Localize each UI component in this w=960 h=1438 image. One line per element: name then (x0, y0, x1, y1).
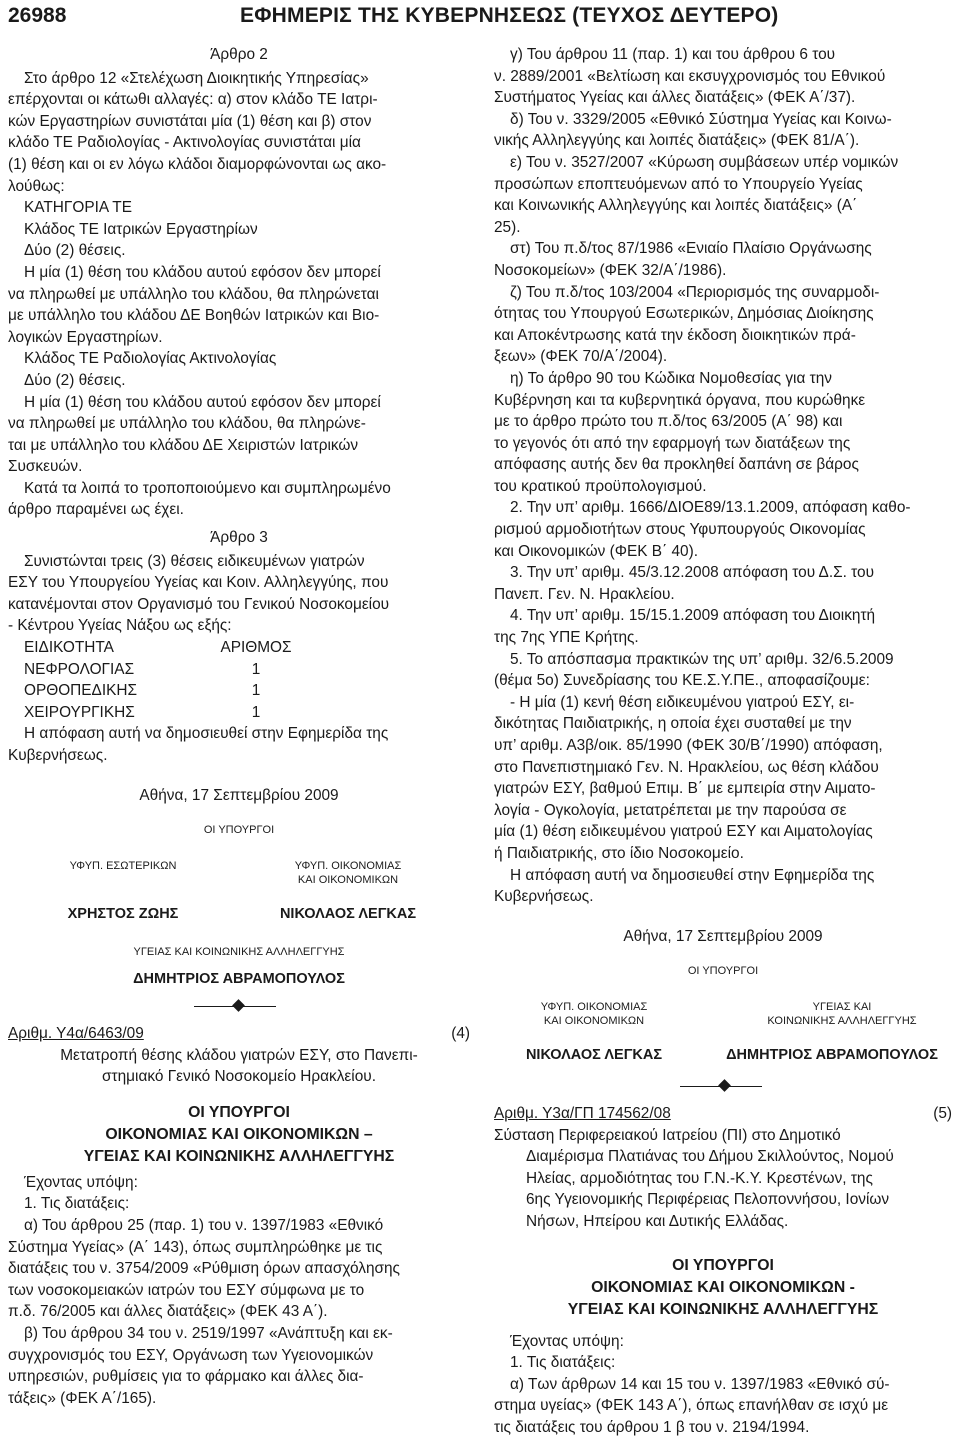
signature-date: Αθήνα, 17 Σεπτεμβρίου 2009 (139, 786, 339, 804)
section-divider (8, 997, 470, 1017)
text-line: η) Το άρθρο 90 του Κώδικα Νομοθεσίας για την (510, 369, 832, 387)
signature-ministers: ΟΙ ΥΠΟΥΡΓΟΙ (687, 965, 759, 978)
text-line: του κρατικού προϋπολογισμού. (494, 477, 707, 495)
right-column (494, 44, 952, 1438)
text-line: επέρχονται οι κάτωθι αλλαγές: α) στον κλάδο ΤΕ Ιατρι- (8, 91, 378, 109)
branch-2-positions: Δύο (2) θέσεις. (24, 371, 126, 389)
signature-role: ΚΟΙΝΩΝΙΚΗΣ ΑΛΛΗΛΕΓΓΥΗΣ (767, 1014, 917, 1027)
decision-header (8, 1023, 470, 1045)
text-line: Σύστημα Υγείας» (Α΄ 143), όπως συμπληρώθηκε με τις (8, 1238, 383, 1256)
text-line: δ) Του ν. 3329/2005 «Εθνικό Σύστημα Υγείας και Κοινω- (510, 110, 892, 128)
table-cell: ΧΕΙΡΟΥΡΓΙΚΗΣ (24, 703, 135, 721)
table-row (24, 702, 470, 724)
table-header-cell: ΑΡΙΘΜΟΣ (220, 639, 292, 657)
text-line: δικότητας Παιδιατρικής, η οποία έχει συσταθεί με την (494, 715, 852, 733)
heading-line: ΥΓΕΙΑΣ ΚΑΙ ΚΟΙΝΩΝΙΚΗΣ ΑΛΛΗΛΕΓΓΥΗΣ (83, 1147, 395, 1165)
signature-role: ΚΑΙ ΟΙΚΟΝΟΜΙΚΩΝ (543, 1014, 645, 1027)
text-line: κατανέμονται στον Οργανισμό του Γενικού Νοσοκομείου (8, 595, 390, 613)
page-header (8, 4, 952, 34)
heading-line: ΟΙ ΥΠΟΥΡΓΟΙ (188, 1103, 290, 1121)
text-line: απόφασης αυτής δεν θα προκληθεί δαπάνη σε βάρος (494, 456, 859, 474)
heading-line: ΟΙΚΟΝΟΜΙΑΣ ΚΑΙ ΟΙΚΟΝΟΜΙΚΩΝ - (591, 1278, 855, 1296)
signature-role: ΥΦΥΠ. ΕΣΩΤΕΡΙΚΩΝ (69, 859, 177, 872)
provisions-body (494, 1374, 952, 1438)
article-3-title: Άρθρο 3 (210, 529, 268, 547)
text-line: και Κοινωνικής Αλληλεγγύης και λοιπές διατάξεις» (Α΄ (494, 197, 858, 215)
ministers-heading (494, 1255, 952, 1321)
text-line: ε) Του ν. 3527/2007 «Κύρωση συμβάσεων υπέρ νομικών (510, 153, 899, 171)
text-line: ή Παιδιατρικής, στο ίδιο Νοσοκομείο. (494, 844, 744, 862)
decision-title (494, 1125, 952, 1233)
text-line: Η απόφαση αυτή να δημοσιευθεί στην Εφημερίδα της (510, 866, 875, 884)
signature-role: ΚΑΙ ΟΙΚΟΝΟΜΙΚΩΝ (297, 873, 399, 886)
decision-title-line: Σύσταση Περιφερειακού Ιατρείου (ΠΙ) στο Δημοτικό (494, 1126, 841, 1144)
text-line: 4. Την υπ’ αριθμ. 15/15.1.2009 απόφαση του Διοικητή (510, 607, 876, 625)
decision-number: (4) (451, 1024, 470, 1042)
text-line: υπηρεσιών, ρυθμίσεις για το φάρμακο και άλλες δια- (8, 1368, 364, 1386)
text-line: της 7ης ΥΠΕ Κρήτης. (494, 629, 639, 647)
gazette-title: ΕΦΗΜΕΡΙΣ ΤΗΣ ΚΥΒΕΡΝΗΣΕΩΣ (ΤΕΥΧΟΣ ΔΕΥΤΕΡΟ) (240, 4, 779, 27)
page-number: 26988 (8, 4, 67, 27)
branch-1-label: Κλάδος ΤΕ Ιατρικών Εργαστηρίων (24, 220, 258, 238)
text-line: 3. Την υπ’ αριθμ. 45/3.12.2008 απόφαση του Δ.Σ. του (510, 564, 875, 582)
decision-number: (5) (933, 1104, 952, 1122)
text-line: στο Πανεπιστημιακό Γεν. Ν. Ηρακλείου, ως θέση κλάδου (494, 758, 879, 776)
decision-title-line: στημιακό Γενικό Νοσοκομείο Ηρακλείου. (102, 1068, 376, 1086)
branch-2-note (8, 392, 470, 478)
text-line: ξεων» (ΦΕΚ 70/Α΄/2004). (494, 348, 668, 366)
decision-title-line: Μετατροπή θέσης κλάδου γιατρών ΕΣΥ, στο Πανεπι- (60, 1046, 418, 1064)
text-line: Πανεπ. Γεν. Ν. Ηρακλείου. (494, 585, 675, 603)
text-line: γ) Του άρθρου 11 (παρ. 1) και του άρθρου 6 του (510, 46, 836, 63)
signature-role: ΥΦΥΠ. ΟΙΚΟΝΟΜΙΑΣ (540, 1000, 648, 1013)
decision-title-line: Διαμέρισμα Πλατιάνας του Δήμου Σκιλλούντος, Νομού (526, 1148, 894, 1166)
text-line: ζ) Του π.δ/τος 103/2004 «Περιορισμός της συναρμοδι- (510, 283, 880, 301)
table-header-cell: ΕΙΔΙΚΟΤΗΤΑ (24, 639, 114, 657)
text-line: - Η μία (1) κενή θέση ειδικευμένου γιατρού ΕΣΥ, ει- (510, 693, 855, 711)
text-line: να πληρωθεί με υπάλληλο του κλάδου, θα πληρώνεται (8, 285, 379, 303)
text-line: των νοσοκομειακών ιατρών του ΕΣΥ σύμφωνα με το (8, 1281, 365, 1299)
text-line: με το άρθρο πρώτο του π.δ/τος 63/2005 (Α΄ 98) και (494, 413, 843, 431)
text-line: κλάδο ΤΕ Ραδιολογίας - Ακτινολογίας συνιστάται μία (8, 134, 361, 152)
text-line: ότητας του Υπουργού Εσωτερικών, Δημόσιας Διοίκησης (494, 305, 874, 323)
signature-ministers: ΟΙ ΥΠΟΥΡΓΟΙ (203, 824, 275, 837)
text-line: Κατά τα λοιπά το τροποποιούμενο και συμπληρωμένο (24, 479, 391, 497)
specialty-table (24, 637, 470, 723)
text-line: ρισμού αρμοδιοτήτων στους Υφυπουργούς Οικονομίας (494, 521, 866, 539)
text-line: 2. Την υπ’ αριθμ. 1666/ΔΙΟΕ89/13.1.2009, απόφαση καθο- (510, 499, 911, 517)
article-2-title: Άρθρο 2 (210, 46, 268, 63)
text-line: π.δ. 76/2005 και άλλες διατάξεις» (ΦΕΚ 43 Α΄). (8, 1303, 328, 1321)
signature-roles (494, 991, 952, 1045)
heading-line: ΟΙΚΟΝΟΜΙΑΣ ΚΑΙ ΟΙΚΟΝΟΜΙΚΩΝ – (105, 1125, 373, 1143)
text-line: με υπάλληλο του κλάδου ΔΕ Βοηθών Ιατρικών και Βιο- (8, 307, 380, 325)
text-line: μία (1) θέση ειδικευμένου γιατρού ΕΣΥ και Αιματολογίας (494, 823, 873, 841)
text-line: Κυβέρνηση και τα κυβερνητικά όργανα, που κυρώθηκε (494, 391, 866, 409)
text-line: να πληρωθεί με υπάλληλο του κλάδου, θα πληρώνε- (8, 415, 366, 433)
table-row (24, 659, 470, 681)
text-line: το γεγονός ότι από την εφαρμογή των διατάξεων της (494, 434, 851, 452)
text-line: Νοσοκομείων» (ΦΕΚ 32/Α΄/1986). (494, 261, 727, 279)
text-line: και Οικονομικών (ΦΕΚ Β΄ 40). (494, 542, 698, 560)
text-line: ν. 2889/2001 «Βελτίωση και εκσυγχρονισμός του Εθνικού (494, 67, 886, 85)
having-label: Έχοντας υπόψη: (24, 1173, 138, 1191)
text-line: λογία - Ογκολογία, μετατρέπεται με την παρούσα σε (494, 801, 847, 819)
signature-name: ΔΗΜΗΤΡΙΟΣ ΑΒΡΑΜΟΠΟΥΛΟΣ (133, 971, 345, 988)
text-line: στ) Του π.δ/τος 87/1986 «Ενιαίο Πλαίσιο Οργάνωσης (510, 240, 872, 258)
heading-line: ΟΙ ΥΠΟΥΡΓΟΙ (672, 1256, 774, 1274)
text-line: διατάξεις του ν. 3754/2009 «Ρύθμιση όρων απασχόλησης (8, 1260, 400, 1278)
table-cell: 1 (251, 660, 261, 678)
branch-1-positions: Δύο (2) θέσεις. (24, 242, 126, 260)
text-line: Κυβερνήσεως. (8, 747, 108, 764)
signature-role: ΥΓΕΙΑΣ ΚΑΙ ΚΟΙΝΩΝΙΚΗΣ ΑΛΛΗΛΕΓΓΥΗΣ (133, 945, 345, 958)
decision-title-line: Ηλείας, αρμοδιότητας του Γ.Ν.-Κ.Υ. Κρεστένων, της (526, 1169, 873, 1187)
text-line: γιατρών ΕΣΥ, βαθμού Επιμ. Β΄ με εμπειρία στην Αιματο- (494, 780, 876, 798)
text-line: Συστήματος Υγείας και άλλες διατάξεις» (ΦΕΚ Α΄/37). (494, 89, 856, 107)
branch-2-label: Κλάδος ΤΕ Ραδιολογίας Ακτινολογίας (24, 350, 277, 368)
signature-names (494, 1045, 952, 1071)
text-line: 5. Το απόσπασμα πρακτικών της υπ’ αριθμ. 32/6.5.2009 (510, 650, 894, 668)
text-line: και Αποκέντρωσης κατά την έκδοση διοικητικών πρά- (494, 326, 856, 344)
having-label: Έχοντας υπόψη: (510, 1332, 624, 1350)
text-line: άρθρο παραμένει ως έχει. (8, 501, 184, 519)
right-body (494, 44, 952, 908)
text-line: Συσκευών. (8, 458, 83, 476)
category-label: ΚΑΤΗΓΟΡΙΑ ΤΕ (24, 199, 132, 217)
decision-title-line: Νήσων, Ηπείρου και Δυτικής Ελλάδας. (526, 1212, 789, 1230)
section-divider (494, 1077, 952, 1097)
table-cell: 1 (251, 703, 261, 721)
decision-reference: Αριθμ. Υ4α/6463/09 (8, 1024, 144, 1042)
text-line: στημα υγείας» (ΦΕΚ 143 Α΄), όπως επανήλθαν σε ισχύ με (494, 1397, 889, 1415)
decision-title-line: 6ης Υγειονομικής Περιφέρειας Πελοποννήσου, Ιονίων (526, 1191, 890, 1209)
text-line: 25). (494, 218, 521, 236)
text-line: (1) θέση και οι εν λόγω κλάδοι διαμορφώνονται ως ακο- (8, 155, 387, 173)
decision-header (494, 1103, 952, 1125)
provisions-body (8, 1215, 470, 1409)
text-line: α) Του άρθρου 25 (παρ. 1) του ν. 1397/1983 «Εθνικό (24, 1216, 384, 1234)
text-line: Στο άρθρο 12 «Στελέχωση Διοικητικής Υπηρεσίας» (24, 69, 369, 87)
signature-role: ΥΓΕΙΑΣ ΚΑΙ (812, 1000, 872, 1013)
article-2-body (8, 68, 470, 198)
text-line: νικής Αλληλεγγύης και λοιπές διατάξεις» (ΦΕΚ 81/Α΄). (494, 132, 860, 150)
provisions-label: 1. Τις διατάξεις: (24, 1195, 130, 1213)
left-column (8, 44, 470, 1409)
provisions-label: 1. Τις διατάξεις: (510, 1354, 616, 1372)
table-row (24, 680, 470, 702)
text-line: Η απόφαση αυτή να δημοσιευθεί στην Εφημερίδα της (24, 725, 389, 743)
text-line: - Κέντρου Υγείας Νάξου ως εξής: (8, 617, 232, 635)
signature-names (8, 904, 470, 930)
text-line: λούθως: (8, 177, 65, 195)
ministers-heading (8, 1102, 470, 1168)
text-line: προσώπων εποπτευόμενων από το Υπουργείο Υγείας (494, 175, 863, 193)
text-line: Η μία (1) θέση του κλάδου αυτού εφόσον δεν μπορεί (24, 263, 381, 281)
text-line: β) Του άρθρου 34 του ν. 2519/1997 «Ανάπτυξη και εκ- (24, 1324, 393, 1342)
table-cell: ΟΡΘΟΠΕΔΙΚΗΣ (24, 682, 138, 700)
signature-roles (8, 850, 470, 904)
text-line: Η μία (1) θέση του κλάδου αυτού εφόσον δεν μπορεί (24, 393, 381, 411)
signature-name: ΝΙΚΟΛΑΟΣ ΛΕΓΚΑΣ (525, 1046, 663, 1063)
text-line: (θέμα 5ο) Συνεδρίασης του ΚΕ.Σ.Υ.ΠΕ., αποφασίζουμε: (494, 672, 870, 690)
signature-date: Αθήνα, 17 Σεπτεμβρίου 2009 (623, 927, 823, 945)
table-cell: ΝΕΦΡΟΛΟΓΙΑΣ (24, 660, 135, 678)
signature-name: ΔΗΜΗΤΡΙΟΣ ΑΒΡΑΜΟΠΟΥΛΟΣ (726, 1046, 938, 1063)
decision-reference: Αριθμ. Υ3α/ΓΠ 174562/08 (494, 1104, 671, 1122)
text-line: συγχρονισμός του ΕΣΥ, Οργάνωση των Υγειονομικών (8, 1346, 374, 1364)
text-line: Κυβερνήσεως. (494, 888, 594, 906)
text-line: ται με υπάλληλο του κλάδου ΔΕ Χειριστών Ιατρικών (8, 436, 359, 454)
text-line: τις διατάξεις του άρθρου 1 β του ν. 2194/1994. (494, 1418, 810, 1436)
table-header-row (24, 637, 470, 659)
heading-line: ΥΓΕΙΑΣ ΚΑΙ ΚΟΙΝΩΝΙΚΗΣ ΑΛΛΗΛΕΓΓΥΗΣ (567, 1300, 879, 1318)
article-3-body (8, 551, 470, 637)
text-line: τάξεις» (ΦΕΚ Α΄/165). (8, 1389, 157, 1407)
branch-1-note (8, 262, 470, 348)
text-line: λογικών Εργαστηρίων. (8, 328, 163, 346)
signature-role: ΥΦΥΠ. ΟΙΚΟΝΟΜΙΑΣ (294, 859, 402, 872)
text-line: κών Εργαστηρίων συνιστάται μία (1) θέση και β) στον (8, 112, 372, 130)
signature-name: ΝΙΚΟΛΑΟΣ ΛΕΓΚΑΣ (279, 905, 417, 922)
text-line: υπ’ αριθμ. Α3β/οικ. 85/1990 (ΦΕΚ 30/Β΄/1990) απόφαση, (494, 737, 883, 754)
text-line: ΕΣΥ του Υπουργείου Υγείας και Κοιν. Αλληλεγγύης, που (8, 574, 389, 592)
table-cell: 1 (251, 682, 261, 700)
text-line: Συνιστώνται τρεις (3) θέσεις ειδικευμένων γιατρών (24, 552, 365, 570)
text-line: α) Των άρθρων 14 και 15 του ν. 1397/1983 «Εθνικό σύ- (510, 1375, 890, 1393)
signature-name: ΧΡΗΣΤΟΣ ΖΩΗΣ (67, 905, 179, 922)
